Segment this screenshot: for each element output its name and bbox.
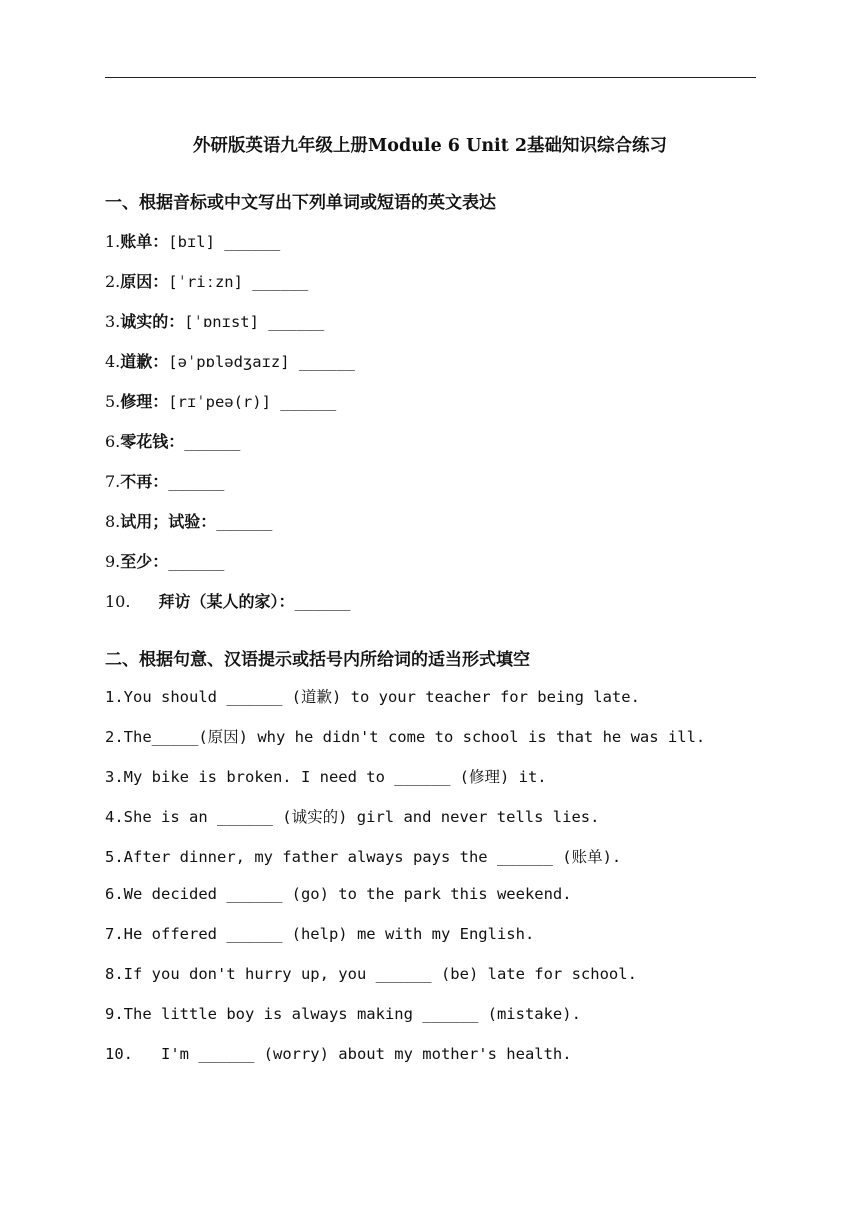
item-chinese: 诚实的：	[120, 312, 185, 331]
item-number: 6.	[105, 885, 124, 903]
item-number: 5.	[105, 392, 121, 411]
item-number: 3.	[105, 312, 121, 331]
item-answer: [əˈpɒlədʒaɪz] ______	[168, 353, 355, 371]
item-answer: ______	[216, 513, 273, 531]
item-chinese: 原因：	[120, 272, 169, 291]
vocab-item	[105, 229, 280, 252]
item-number: 4.	[105, 808, 124, 826]
item-number: 9.	[105, 552, 121, 571]
sentence-item	[105, 765, 547, 787]
sentence-text: You should ______ (道歉) to your teacher for being late.	[123, 688, 640, 706]
item-answer: ______	[168, 473, 225, 491]
sentence-text: She is an ______ (诚实的) girl and never tells lies.	[123, 808, 600, 826]
item-number: 1.	[105, 688, 124, 706]
item-chinese: 账单：	[120, 232, 169, 251]
item-chinese: 拜访（某人的家）：	[158, 592, 295, 611]
sentence-item	[105, 1045, 572, 1063]
sentence-text: We decided ______ (go) to the park this weekend.	[123, 885, 572, 903]
vocab-item	[105, 589, 350, 612]
sentence-text: If you don't hurry up, you ______ (be) late for school.	[123, 965, 637, 983]
item-answer: [rɪˈpeə(r)] ______	[168, 393, 337, 411]
item-chinese: 至少：	[120, 552, 169, 571]
item-chinese: 修理：	[120, 392, 169, 411]
sentence-item	[105, 805, 599, 827]
sentence-item	[105, 725, 705, 747]
vocab-item	[105, 429, 240, 452]
item-number: 8.	[105, 512, 121, 531]
item-number: 3.	[105, 768, 124, 786]
item-chinese: 零花钱：	[120, 432, 185, 451]
item-answer: ______	[184, 433, 241, 451]
item-answer: ______	[294, 593, 351, 611]
vocab-item	[105, 389, 336, 412]
vocab-item	[105, 269, 308, 292]
item-number: 7.	[105, 472, 121, 491]
sentence-text: The little boy is always making ______ (mistake).	[123, 1005, 581, 1023]
item-number: 10.	[105, 1045, 133, 1063]
sentence-item	[105, 925, 534, 943]
vocab-item	[105, 469, 224, 492]
vocab-item	[105, 309, 324, 332]
item-chinese: 试用；试验：	[120, 512, 217, 531]
item-number: 4.	[105, 352, 121, 371]
item-number: 1.	[105, 232, 121, 251]
item-answer: [ˈriːzn] ______	[168, 273, 309, 291]
item-number: 7.	[105, 925, 124, 943]
item-number: 10.	[105, 592, 131, 611]
item-number: 2.	[105, 728, 124, 746]
sentence-item	[105, 685, 640, 707]
vocab-item	[105, 349, 355, 372]
section-2-heading: 二、根据句意、汉语提示或括号内所给词的适当形式填空	[105, 650, 530, 670]
sentence-item	[105, 885, 572, 903]
vocab-item	[105, 509, 272, 532]
sentence-text: My bike is broken. I need to ______ (修理) it.	[123, 768, 547, 786]
sentence-text: He offered ______ (help) me with my English.	[123, 925, 535, 943]
item-number: 8.	[105, 965, 124, 983]
sentence-text: After dinner, my father always pays the ______ (账单).	[123, 848, 622, 866]
item-answer: [bɪl] ______	[168, 233, 281, 251]
sentence-item	[105, 965, 637, 983]
sentence-text: I'm ______ (worry) about my mother's health.	[161, 1045, 572, 1063]
section-1-heading: 一、根据音标或中文写出下列单词或短语的英文表达	[105, 193, 496, 213]
item-chinese: 不再：	[120, 472, 169, 491]
sentence-item	[105, 1005, 581, 1023]
page-title: 外研版英语九年级上册Module 6 Unit 2基础知识综合练习	[192, 136, 668, 156]
header-rule	[105, 77, 756, 78]
sentence-item	[105, 845, 621, 867]
item-number: 6.	[105, 432, 121, 451]
item-number: 5.	[105, 848, 124, 866]
sentence-text: The_____(原因) why he didn't come to school is that he was ill.	[123, 728, 706, 746]
item-chinese: 道歉：	[120, 352, 169, 371]
item-answer: [ˈɒnɪst] ______	[184, 313, 325, 331]
item-answer: ______	[168, 553, 225, 571]
item-number: 9.	[105, 1005, 124, 1023]
vocab-item	[105, 549, 224, 572]
item-number: 2.	[105, 272, 121, 291]
